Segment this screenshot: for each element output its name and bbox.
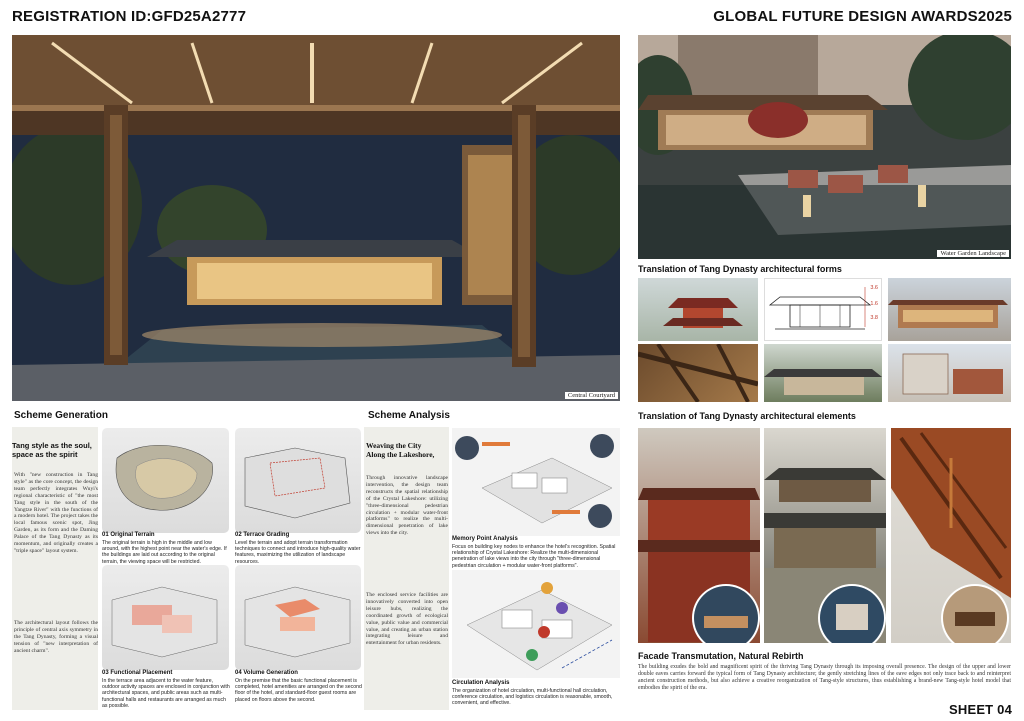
circulation-title: Circulation Analysis [452,680,510,686]
elevation-label-3: 3.8 [870,315,878,321]
circulation-text: The organization of hotel circulation, multi-functional hall circulation, conference circulation, and logistics circulation is reasonable, smooth, convenient, and effective. [452,688,613,707]
central-courtyard-caption: Central Courtyard [565,392,618,399]
hotel-tower-illustration [888,344,1011,402]
circulation-diagram [452,570,620,678]
step-3-title: 03 Functional Placement [102,670,173,676]
step-2-diagram [235,428,361,533]
elevation-label-1: 3.6 [870,285,878,291]
intro-paragraph-2: The architectural layout follows the principle of central axis symmetry in the Tang Dynasty, forming a visual tension of "new interpretation of ancient charm". [14,620,98,654]
terrain-illustration [102,428,229,533]
functional-placement-illustration [102,565,229,670]
water-garden-caption: Water Garden Landscape [937,250,1009,257]
step-1-text: The original terrain is high in the middle and low around, with the highest point near the water's edge. If the buildings are laid out according to the original terrain, the viewing space will be restricted. [102,540,227,565]
roof-photo-illustration [764,344,882,402]
tower-illustration [638,428,760,643]
tang-form-photo-4 [638,344,758,402]
facade-heading: Facade Transmutation, Natural Rebirth [638,651,804,661]
weaving-paragraph-1: Through innovative landscape intervention, the design team reconstructs the spatial relationship of the Crystal Lakeshore: utilizing "three-dimensional pedestrian circulation + modular water-front platforms" to realize the multi-dimensional penetration of lake views into the city. [366,475,448,537]
intro-paragraph-1: With "new construction in Tang style" as the core concept, the design team perfectly integrates Wuyi's regional characteristic of "the most Tang style in the south of the Yangtze River" with the functions of a modern hotel. The project takes the local famous scenic spot, Jing Garden, as its form and the Daming Palace of the Tang Dynasty as its momentum, and originally creates a "triple space" layout system. [14,472,98,554]
registration-id: REGISTRATION ID:GFD25A2777 [12,8,247,25]
scheme-analysis-heading: Scheme Analysis [368,410,450,421]
elevation-label-2: 1.6 [870,301,878,307]
step-1-title: 01 Original Terrain [102,532,155,538]
step-1-diagram [102,428,229,533]
circulation-axonometric-illustration [452,570,620,678]
water-garden-illustration [638,35,1011,259]
central-courtyard-render [12,35,620,401]
tang-form-elevation-drawing [764,278,882,341]
award-title: GLOBAL FUTURE DESIGN AWARDS2025 [713,8,1012,25]
tang-form-photo-5 [764,344,882,402]
facade-paragraph: The building exudes the bold and magnificent spirit of the thriving Tang Dynasty through its imposing overall presence. The design of the upper and lower double eaves carries forward the typical form of Tang Dynasty architecture; the gently stretching lines of the eave edges not only trace back to and reinterpret ancient construction methods, but also achieve a creative reorganization of Tang-style structures, thus establishing a brand-new Tang-style hotel model that embodies the spirit of the era. [638,664,1011,691]
scheme-generation-heading: Scheme Generation [14,410,108,421]
intro-panel [12,427,98,710]
memory-title: Memory Point Analysis [452,536,518,542]
weaving-panel [364,427,449,710]
step-3-text: In the terrace area adjacent to the water feature, outdoor activity spaces are enclosed in conjunction with architectural spaces, and public areas such as multi-functional halls and restaurants are arranged as much as possible. [102,678,230,709]
weaving-paragraph-2: The enclosed service facilities are innovatively converted into open leisure hubs, realizing the coordinated growth of ecological value, public value and commercial value, and creating an urban station integrating leisure and entertainment for urban residents. [366,592,448,647]
step-2-text: Level the terrain and adopt terrain transformation techniques to connect and introduce high-quality water features, maximizing the utilization of landscape resources. [235,540,361,565]
step-4-title: 04 Volume Generation [235,670,298,676]
intro-title: Tang style as the soul, space as the spirit [12,441,92,459]
water-garden-render [638,35,1011,259]
tang-form-photo-3 [888,278,1011,341]
hotel-facade-illustration [888,278,1011,341]
weaving-title: Weaving the City Along the Lakeshore, [366,441,435,459]
tang-elements-heading: Translation of Tang Dynasty architectural elements [638,411,856,421]
tang-element-photo-3 [891,428,1011,643]
pagoda-illustration [638,278,758,341]
sheet-number: SHEET 04 [948,702,1012,717]
tang-form-photo-1 [638,278,758,341]
tang-forms-heading: Translation of Tang Dynasty architectural forms [638,264,842,274]
memory-text: Focus on building key nodes to enhance the hotel's recognition. Spatial relationship of Crystal Lakeshore: Realize the multi-dimensional penetration of lake views into the city through "three-dimensional pedestrian circulation + modular water-front platforms". [452,544,616,569]
terrace-illustration [235,428,361,533]
step-4-text: On the premise that the basic functional placement is completed, hotel amenities are arranged on the second floor of the hotel, and standard-floor guest rooms are placed on floors above the second. [235,678,362,703]
courtyard-illustration [12,35,620,401]
tang-element-photo-2 [764,428,886,643]
step-2-title: 02 Terrace Grading [235,532,290,538]
eave-bracket-illustration [891,428,1011,643]
memory-point-diagram [452,428,620,536]
volume-generation-illustration [235,565,361,670]
bracket-detail-illustration [638,344,758,402]
tang-form-photo-6 [888,344,1011,402]
step-3-diagram [102,565,229,670]
tang-element-photo-1 [638,428,760,643]
memory-axonometric-illustration [452,428,620,536]
step-4-diagram [235,565,361,670]
hall-illustration [764,428,886,643]
elevation-drawing [765,279,882,341]
